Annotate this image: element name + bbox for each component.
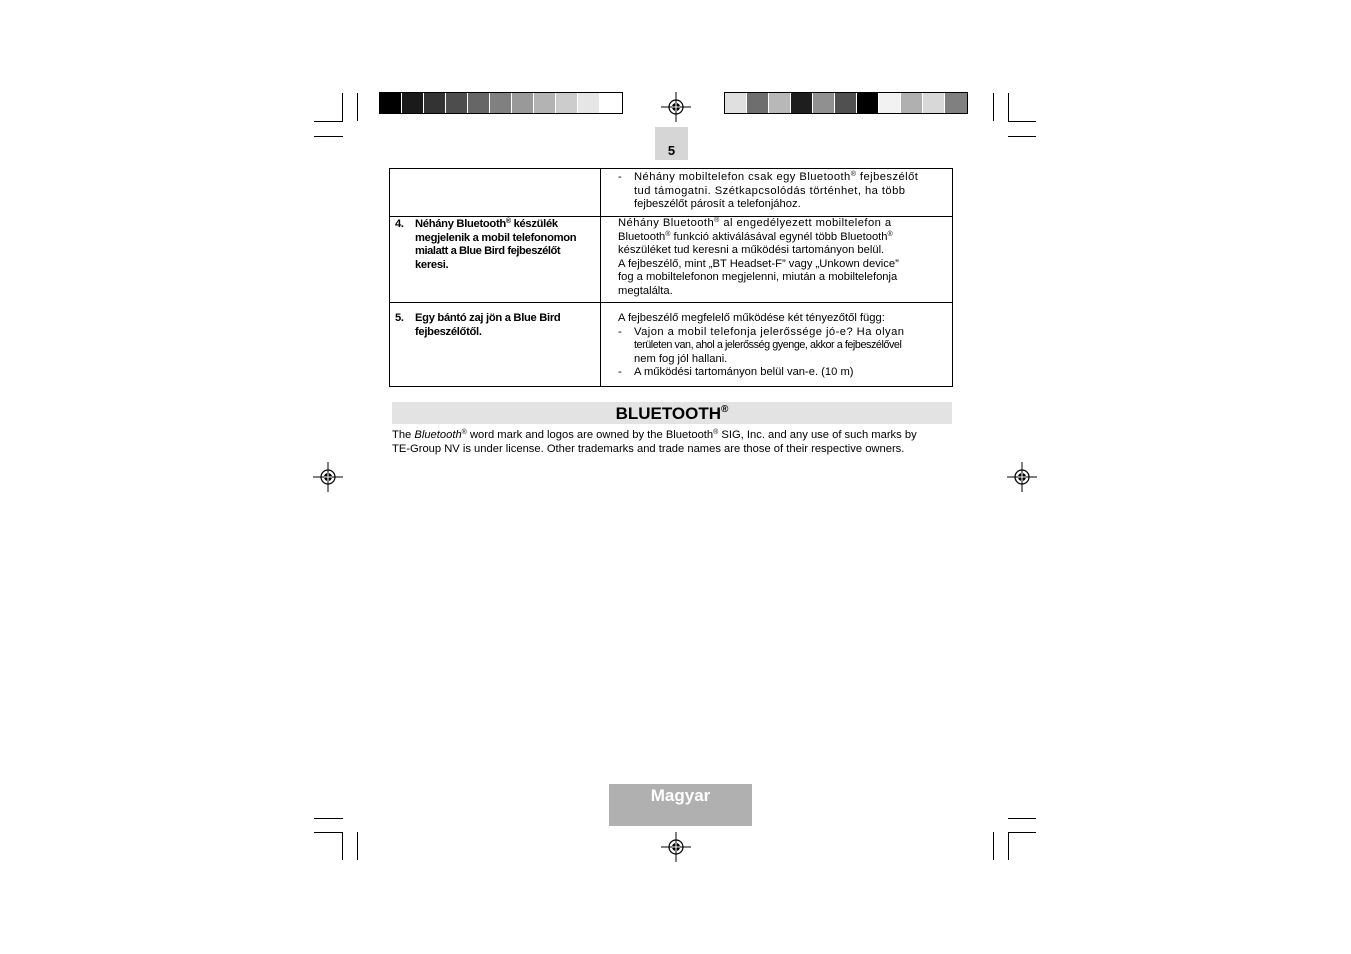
table-row <box>390 169 953 217</box>
color-swatch <box>556 93 578 113</box>
color-swatch <box>725 93 747 113</box>
crop-mark <box>342 832 343 860</box>
color-bar-right <box>724 92 968 114</box>
color-swatch <box>490 93 512 113</box>
crop-mark <box>314 818 343 819</box>
crop-mark <box>1008 136 1036 137</box>
registration-mark-icon <box>1007 462 1037 492</box>
row-number: 4. <box>395 218 404 230</box>
color-swatch <box>424 93 446 113</box>
answer-cell: Néhány Bluetooth® al engedélyezett mobiltelefon a Bluetooth® funkció aktiválásával egynél több Bluetooth® készüléket tud keresni a működési tartományon belül. A fejbeszélő, mint „BT Headset-F” vagy „Unkown device” fog a mobiltelefonon megjelenni, miután a mobiltelefonja megtalálta. <box>601 217 953 303</box>
registration-mark-icon <box>313 462 343 492</box>
color-swatch <box>813 93 835 113</box>
crop-mark <box>314 121 343 122</box>
troubleshooting-table <box>389 168 953 387</box>
registration-mark-icon <box>661 92 691 122</box>
crop-mark <box>1008 832 1036 833</box>
color-swatch <box>945 93 967 113</box>
table-row <box>390 303 953 387</box>
dash: - <box>618 325 623 338</box>
color-swatch <box>578 93 600 113</box>
answer-cell: - Néhány mobiltelefon csak egy Bluetooth® fejbeszélőt tud támogatni. Szétkapcsolódás történhet, ha több fejbeszélőt párosít a telefonjához. <box>601 169 953 217</box>
table-row <box>390 217 953 303</box>
color-bar-left <box>379 92 623 114</box>
color-swatch <box>923 93 945 113</box>
page-number: 5 <box>655 127 688 160</box>
color-swatch <box>600 93 622 113</box>
trademark-notice: The Bluetooth® word mark and logos are owned by the Bluetooth® SIG, Inc. and any use of such marks by TE-Group NV is under license. Other trademarks and trade names are those of their respective owners. <box>392 429 917 455</box>
color-swatch <box>769 93 791 113</box>
crop-mark <box>1008 121 1036 122</box>
color-swatch <box>402 93 424 113</box>
color-swatch <box>747 93 769 113</box>
crop-mark <box>314 832 343 833</box>
answer-cell: A fejbeszélő megfelelő működése két tényezőtől függ: - Vajon a mobil telefonja jelerőssége jó-e? Ha olyan területen van, ahol a jelerősség gyenge, akkor a fejbeszélővel nem fog jól hallani. - A működési tartományon belül van-e. (10 m) <box>601 303 953 387</box>
crop-mark <box>1008 818 1036 819</box>
color-swatch <box>380 93 402 113</box>
dash: - <box>618 366 622 379</box>
row-number: 5. <box>395 312 404 324</box>
crop-mark <box>993 93 994 121</box>
crop-mark <box>357 93 358 121</box>
crop-mark <box>342 93 343 121</box>
registration-mark-icon <box>661 832 691 862</box>
color-swatch <box>468 93 490 113</box>
question-cell: 5. Egy bántó zaj jön a Blue Bird fejbeszélőtől. <box>390 303 601 387</box>
color-swatch <box>512 93 534 113</box>
color-swatch <box>835 93 857 113</box>
crop-mark <box>1008 93 1009 121</box>
color-swatch <box>901 93 923 113</box>
question-cell: 4. Néhány Bluetooth® készülék megjelenik a mobil telefonomon mialatt a Blue Bird fejbeszélőt keresi. <box>390 217 601 303</box>
language-tab: Magyar <box>609 784 752 826</box>
bluetooth-heading: BLUETOOTH® <box>392 402 952 424</box>
color-swatch <box>791 93 813 113</box>
question-cell <box>390 169 601 217</box>
crop-mark <box>314 136 343 137</box>
dash: - <box>618 171 623 183</box>
answer-line: fejbeszélőt párosít a telefonjához. <box>634 198 801 211</box>
answer-line: tud támogatni. Szétkapcsolódás történhet, ha több <box>634 184 906 197</box>
crop-mark <box>357 832 358 860</box>
color-swatch <box>879 93 901 113</box>
color-swatch <box>857 93 879 113</box>
color-swatch <box>446 93 468 113</box>
crop-mark <box>1008 832 1009 860</box>
color-swatch <box>534 93 556 113</box>
crop-mark <box>993 832 994 860</box>
